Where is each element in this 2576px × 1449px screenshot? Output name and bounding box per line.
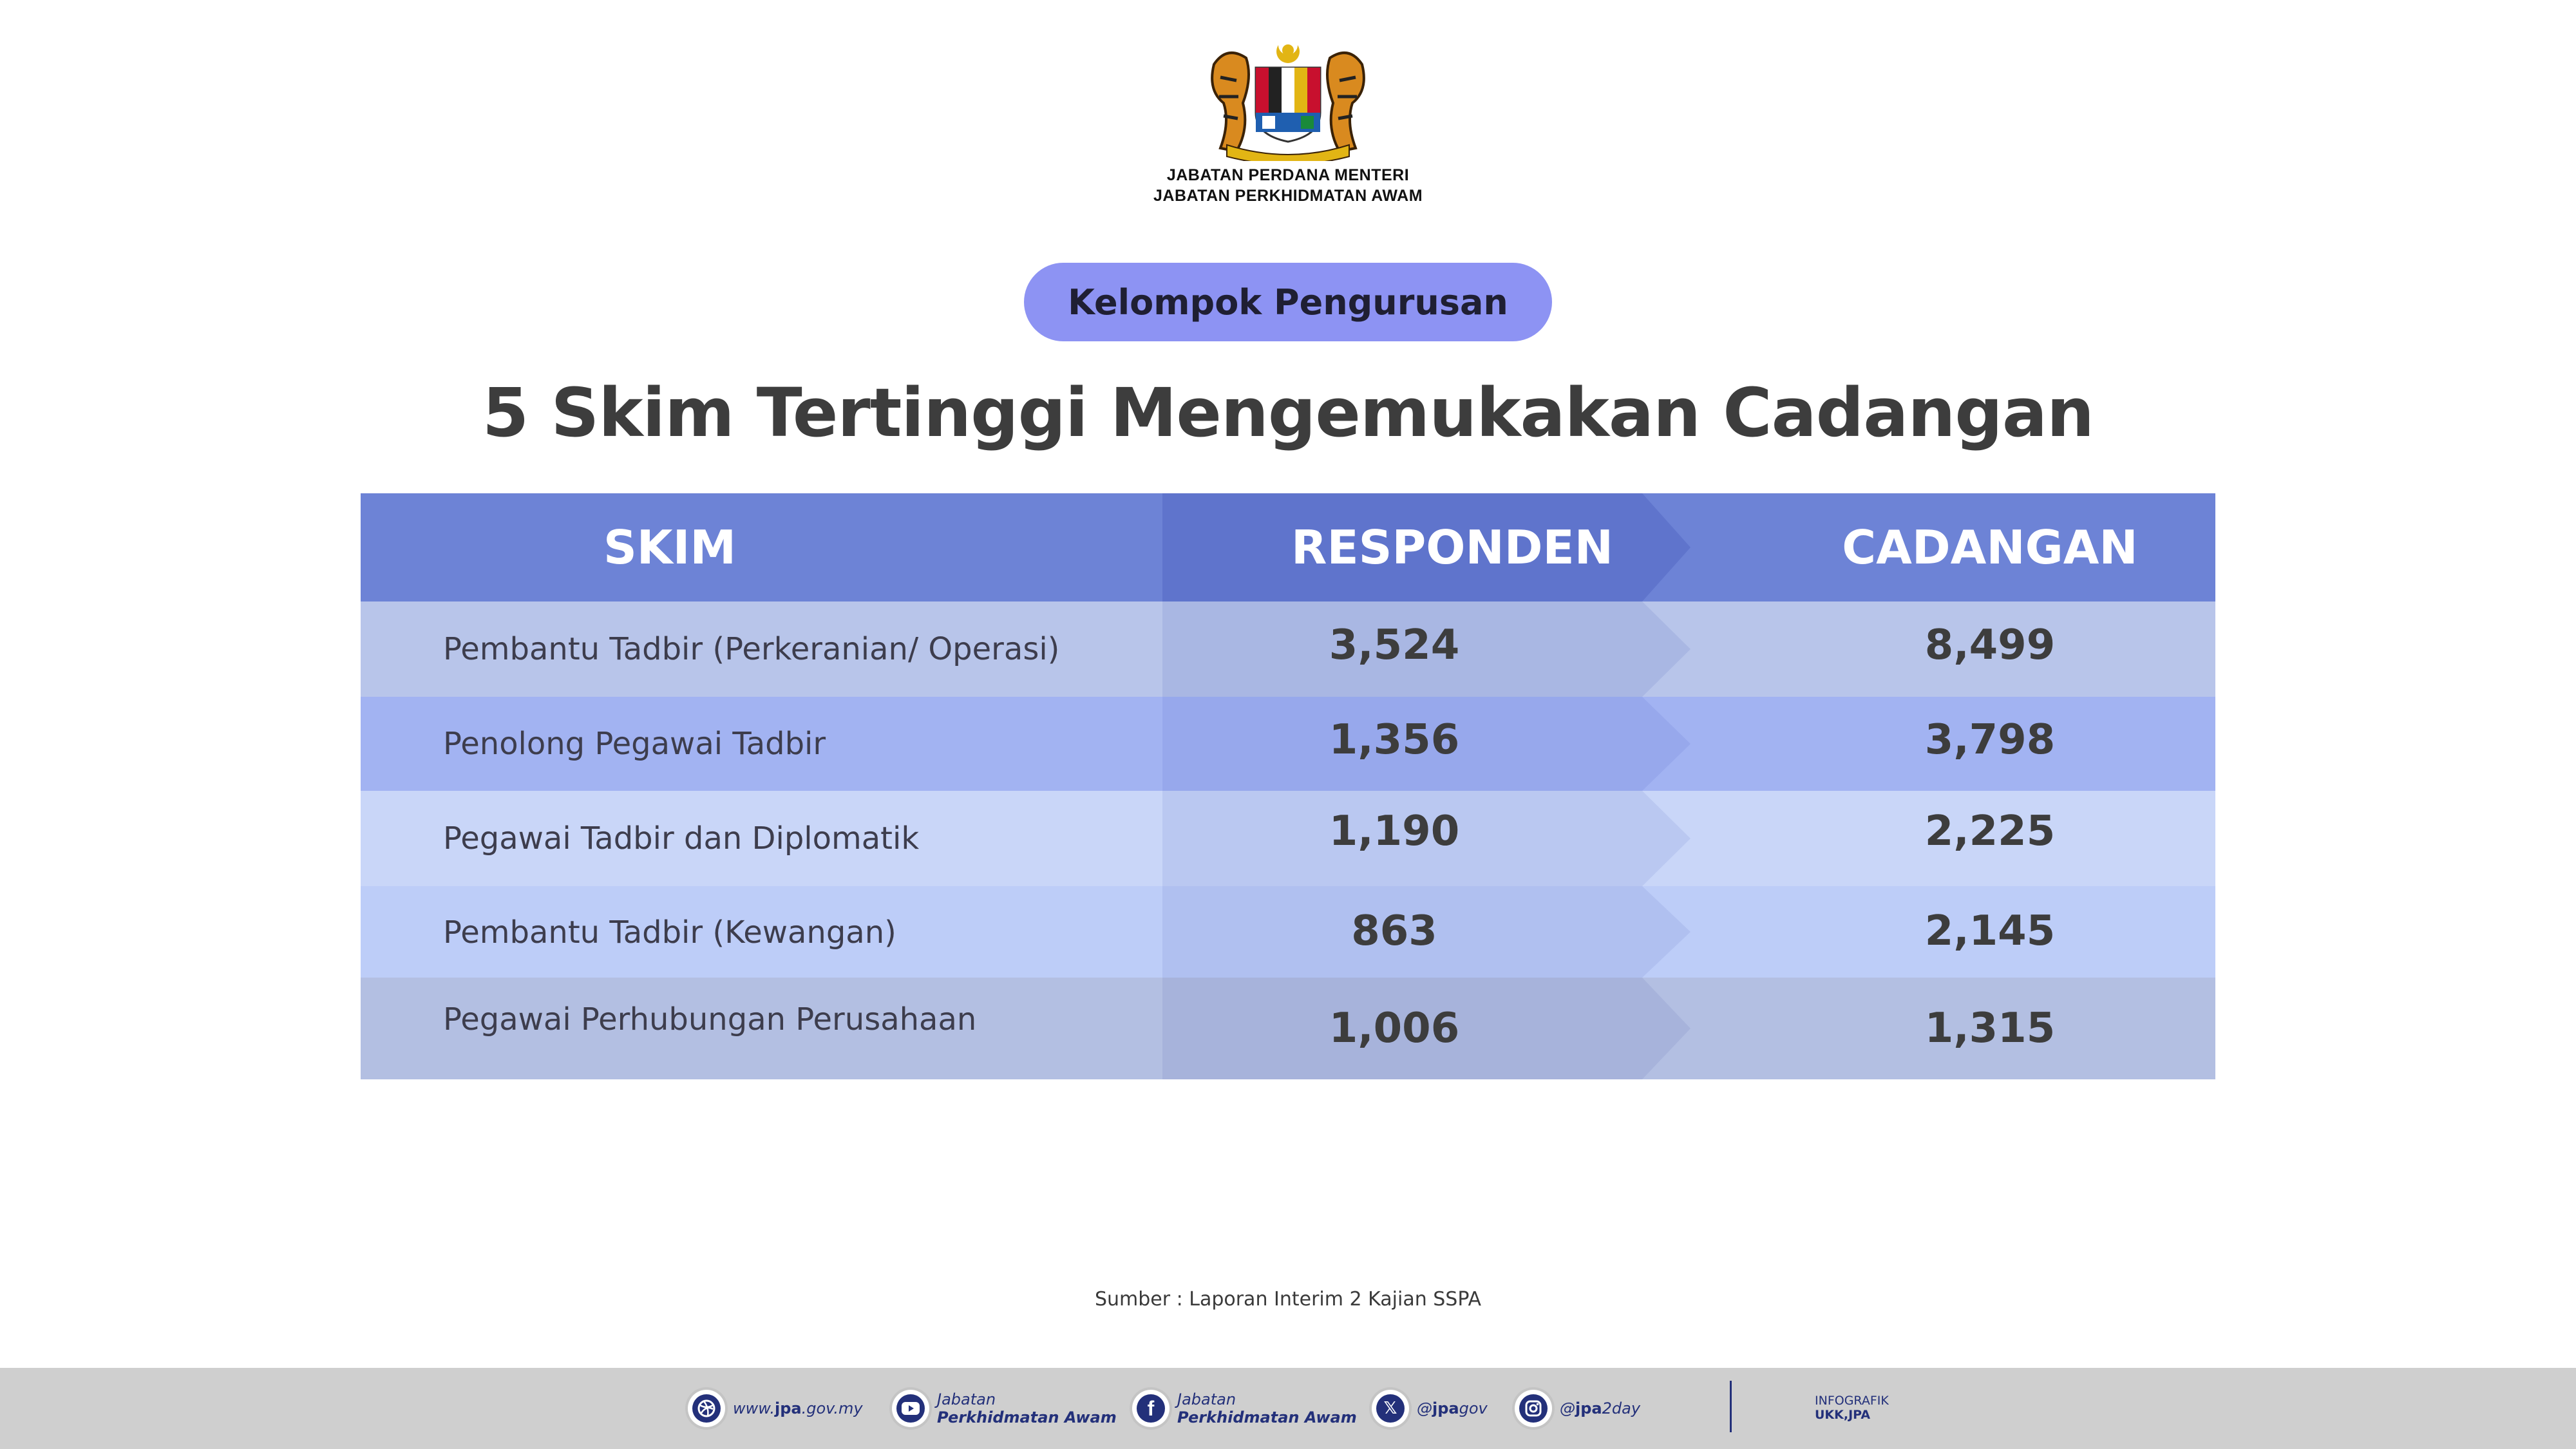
infografik-credit (1815, 1394, 1889, 1422)
facebook-line1: Jabatan (1177, 1390, 1236, 1408)
category-pill: Kelompok Pengurusan (1024, 263, 1552, 341)
skim-cell: Pegawai Perhubungan Perusahaan (443, 1001, 977, 1037)
instagram-bold: jpa (1575, 1399, 1602, 1417)
column-header-responden: RESPONDEN (1291, 520, 1613, 574)
facebook-icon: f (1132, 1390, 1170, 1427)
x-suffix: gov (1459, 1399, 1488, 1417)
responden-cell: 1,356 (1329, 716, 1460, 764)
page-title: 5 Skim Tertinggi Mengemukakan Cadangan (482, 374, 2094, 452)
footer-bar (0, 1368, 2576, 1449)
cadangan-cell: 3,798 (1924, 716, 2056, 764)
youtube-line2: Perkhidmatan Awam (937, 1408, 1117, 1426)
x-icon: 𝕏 (1372, 1390, 1409, 1427)
instagram-suffix: 2day (1602, 1399, 1641, 1417)
website-prefix: www. (733, 1399, 775, 1417)
coat-of-arms-logo (1201, 39, 1375, 161)
responden-cell: 3,524 (1329, 621, 1460, 669)
skim-cell: Pembantu Tadbir (Perkeranian/ Operasi) (443, 631, 1060, 667)
skim-cell: Penolong Pegawai Tadbir (443, 726, 826, 762)
responden-cell: 1,190 (1329, 808, 1460, 855)
x-bold: jpa (1432, 1399, 1459, 1417)
youtube-link[interactable] (892, 1386, 1117, 1431)
website-suffix: .gov.my (801, 1399, 863, 1417)
responden-cell: 863 (1351, 907, 1437, 955)
x-prefix: @ (1417, 1399, 1432, 1417)
skim-cell: Pegawai Tadbir dan Diplomatik (443, 820, 920, 857)
source-note: Sumber : Laporan Interim 2 Kajian SSPA (1094, 1288, 1482, 1311)
instagram-prefix: @ (1560, 1399, 1575, 1417)
column-header-skim: SKIM (603, 520, 737, 574)
cadangan-cell: 2,145 (1924, 907, 2056, 955)
dribbble-globe-icon (688, 1390, 725, 1427)
cadangan-cell: 2,225 (1924, 808, 2056, 855)
footer-divider (1730, 1381, 1732, 1432)
infografik-line2: UKK,JPA (1815, 1408, 1871, 1422)
instagram-link[interactable] (1515, 1386, 1640, 1431)
facebook-line2: Perkhidmatan Awam (1177, 1408, 1357, 1426)
cadangan-cell: 8,499 (1924, 621, 2056, 669)
agency-name-line1: JABATAN PERDANA MENTERI (1166, 166, 1410, 184)
youtube-line1: Jabatan (937, 1390, 996, 1408)
column-header-cadangan: CADANGAN (1842, 520, 2138, 574)
instagram-icon (1515, 1390, 1552, 1427)
x-link[interactable] (1372, 1386, 1488, 1431)
website-bold: jpa (774, 1399, 802, 1417)
responden-cell: 1,006 (1329, 1005, 1460, 1052)
agency-name-line2: JABATAN PERKHIDMATAN AWAM (1153, 187, 1423, 205)
data-table (361, 493, 2215, 1079)
facebook-link[interactable] (1132, 1386, 1357, 1431)
skim-cell: Pembantu Tadbir (Kewangan) (443, 914, 896, 951)
infografik-line1: INFOGRAFIK (1815, 1394, 1889, 1408)
website-link[interactable] (688, 1386, 863, 1431)
cadangan-cell: 1,315 (1924, 1005, 2056, 1052)
youtube-icon (892, 1390, 929, 1427)
